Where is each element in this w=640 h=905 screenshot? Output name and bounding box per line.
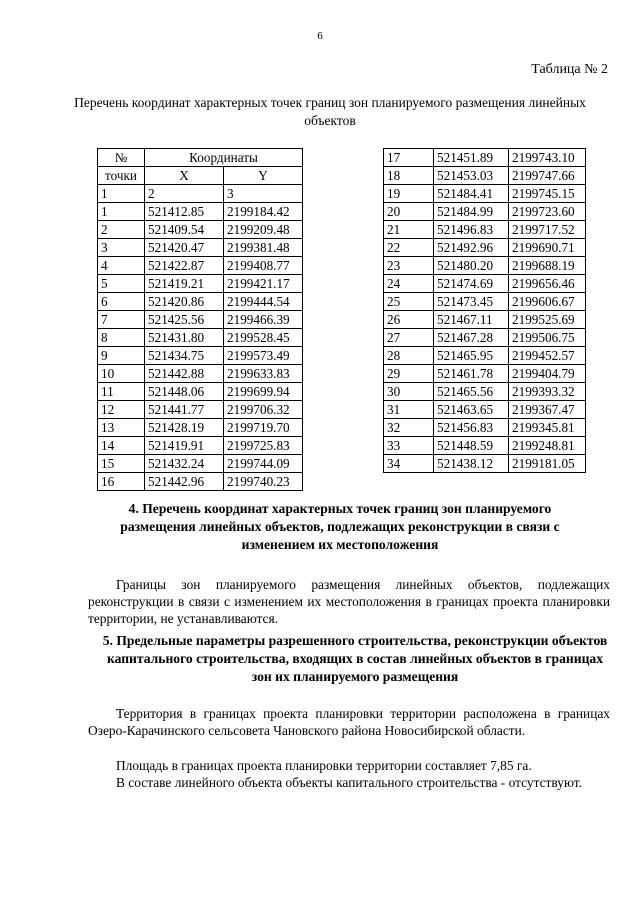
point-number-cell: 2 [98,221,145,239]
point-number-cell: 21 [384,221,434,239]
point-number-cell: 22 [384,239,434,257]
y-coordinate-cell: 2199719.70 [224,419,303,437]
x-coordinate-cell: 521442.88 [145,365,224,383]
table-header-row [98,149,303,167]
x-coordinate-cell: 521465.95 [434,347,509,365]
y-coordinate-cell: 2199184.42 [224,203,303,221]
y-coordinate-cell: 2199656.46 [509,275,586,293]
y-coordinate-cell: 2199181.05 [509,455,586,473]
y-coordinate-cell: 2199725.83 [224,437,303,455]
y-coordinate-cell: 2199444.54 [224,293,303,311]
point-number-cell: 34 [384,455,434,473]
x-coordinate-cell: 521448.06 [145,383,224,401]
point-number-cell: 13 [98,419,145,437]
y-coordinate-cell: 2199573.49 [224,347,303,365]
section-4-heading: 4. Перечень координат характерных точек границ зон планируемого размещения линейных объектов, подлежащих реконструкции в связи с изменением их местоположения [120,501,560,552]
x-coordinate-cell: 521438.12 [434,455,509,473]
x-coordinate-cell: 521448.59 [434,437,509,455]
table-row [384,347,586,365]
table-row [384,365,586,383]
point-number-cell: 9 [98,347,145,365]
y-coordinate-cell: 2199747.66 [509,167,586,185]
table-row [384,239,586,257]
y-coordinate-cell: 2199740.23 [224,473,303,491]
section-4-paragraph: Границы зон планируемого размещения линейных объектов, подлежащих реконструкции в связи с изменением их местоположения в границах проекта планировки территории, не устанавливаются. [88,577,610,626]
point-number-cell: 32 [384,419,434,437]
y-coordinate-cell: 2199717.52 [509,221,586,239]
x-coordinate-cell: 521484.99 [434,203,509,221]
table-row [384,311,586,329]
table-caption: Перечень координат характерных точек границ зон планируемого размещения линейных объектов [74,95,586,128]
table-row [384,185,586,203]
table-row [98,473,303,491]
point-number-cell: 6 [98,293,145,311]
table-row [384,203,586,221]
x-coordinate-cell: 521496.83 [434,221,509,239]
point-number-cell: 10 [98,365,145,383]
header-x: X [145,167,224,185]
table-row [98,455,303,473]
section-5-paragraph-objects: В составе линейного объекта объекты капитального строительства - отсутствуют. [116,775,582,790]
section-5-heading: 5. Предельные параметры разрешенного строительства, реконструкции объектов капитального строительства, входящих в состав линейных объектов в границах зон их планируемого размещения [102,633,608,684]
x-coordinate-cell: 521463.65 [434,401,509,419]
x-coordinate-cell: 521456.83 [434,419,509,437]
table-row [384,401,586,419]
point-number-cell: 11 [98,383,145,401]
table-row [98,275,303,293]
point-number-cell: 28 [384,347,434,365]
table-row [98,329,303,347]
y-coordinate-cell: 2199404.79 [509,365,586,383]
x-coordinate-cell: 521431.80 [145,329,224,347]
y-coordinate-cell: 2199345.81 [509,419,586,437]
x-coordinate-cell: 521473.45 [434,293,509,311]
x-coordinate-cell: 521453.03 [434,167,509,185]
y-coordinate-cell: 2199723.60 [509,203,586,221]
header-point-no: № [98,149,145,167]
section-5-paragraph-location: Территория в границах проекта планировки территории расположена в границах Озеро-Карачинского сельсовета Чановского района Новосибирской области. [88,706,610,738]
table-row [384,383,586,401]
table-row [98,311,303,329]
table-label: Таблица № 2 [531,62,608,77]
y-coordinate-cell: 2199699.94 [224,383,303,401]
table-row [98,437,303,455]
y-coordinate-cell: 2199744.09 [224,455,303,473]
y-coordinate-cell: 2199367.47 [509,401,586,419]
y-coordinate-cell: 2199248.81 [509,437,586,455]
y-coordinate-cell: 2199743.10 [509,149,586,167]
section-5-paragraph-area: Площадь в границах проекта планировки территории составляет 7,85 га. [116,758,532,773]
y-coordinate-cell: 2199606.67 [509,293,586,311]
header-point-label: точки [98,167,145,185]
table-row [384,419,586,437]
x-coordinate-cell: 521412.85 [145,203,224,221]
point-number-cell: 20 [384,203,434,221]
x-coordinate-cell: 521420.86 [145,293,224,311]
y-coordinate-cell: 2199745.15 [509,185,586,203]
point-number-cell: 27 [384,329,434,347]
table-row [98,365,303,383]
point-number-cell: 19 [384,185,434,203]
x-coordinate-cell: 521461.78 [434,365,509,383]
x-coordinate-cell: 521432.24 [145,455,224,473]
point-number-cell: 1 [98,203,145,221]
x-coordinate-cell: 521442.96 [145,473,224,491]
table-row [384,149,586,167]
point-number-cell: 23 [384,257,434,275]
coordinates-table-right [383,148,586,473]
point-number-cell: 16 [98,473,145,491]
y-coordinate-cell: 2199528.45 [224,329,303,347]
column-number-2: 2 [145,185,224,203]
x-coordinate-cell: 521492.96 [434,239,509,257]
table-row [98,401,303,419]
x-coordinate-cell: 521451.89 [434,149,509,167]
table-row [384,167,586,185]
y-coordinate-cell: 2199408.77 [224,257,303,275]
page-number: 6 [317,30,323,42]
point-number-cell: 31 [384,401,434,419]
x-coordinate-cell: 521422.87 [145,257,224,275]
x-coordinate-cell: 521474.69 [434,275,509,293]
point-number-cell: 12 [98,401,145,419]
point-number-cell: 5 [98,275,145,293]
header-y: Y [224,167,303,185]
x-coordinate-cell: 521467.11 [434,311,509,329]
x-coordinate-cell: 521428.19 [145,419,224,437]
y-coordinate-cell: 2199381.48 [224,239,303,257]
header-coordinates: Координаты [145,149,303,167]
x-coordinate-cell: 521434.75 [145,347,224,365]
table-row [98,257,303,275]
table-row [384,275,586,293]
x-coordinate-cell: 521419.21 [145,275,224,293]
y-coordinate-cell: 2199421.17 [224,275,303,293]
table-row [98,203,303,221]
x-coordinate-cell: 521419.91 [145,437,224,455]
point-number-cell: 33 [384,437,434,455]
table-row [98,239,303,257]
point-number-cell: 18 [384,167,434,185]
table-column-numbers-row [98,185,303,203]
x-coordinate-cell: 521465.56 [434,383,509,401]
point-number-cell: 24 [384,275,434,293]
coordinates-table-left [97,148,303,491]
point-number-cell: 17 [384,149,434,167]
y-coordinate-cell: 2199706.32 [224,401,303,419]
x-coordinate-cell: 521480.20 [434,257,509,275]
table-row [384,455,586,473]
point-number-cell: 7 [98,311,145,329]
point-number-cell: 26 [384,311,434,329]
table-row [384,293,586,311]
table-row [98,347,303,365]
table-row [98,419,303,437]
table-row [384,257,586,275]
table-row [384,221,586,239]
point-number-cell: 29 [384,365,434,383]
x-coordinate-cell: 521425.56 [145,311,224,329]
y-coordinate-cell: 2199688.19 [509,257,586,275]
point-number-cell: 8 [98,329,145,347]
point-number-cell: 30 [384,383,434,401]
point-number-cell: 4 [98,257,145,275]
table-row [98,293,303,311]
column-number-3: 3 [224,185,303,203]
point-number-cell: 14 [98,437,145,455]
x-coordinate-cell: 521467.28 [434,329,509,347]
point-number-cell: 15 [98,455,145,473]
y-coordinate-cell: 2199506.75 [509,329,586,347]
table-row [98,383,303,401]
y-coordinate-cell: 2199209.48 [224,221,303,239]
y-coordinate-cell: 2199690.71 [509,239,586,257]
x-coordinate-cell: 521484.41 [434,185,509,203]
table-row [98,221,303,239]
table-header-row [98,167,303,185]
point-number-cell: 3 [98,239,145,257]
y-coordinate-cell: 2199525.69 [509,311,586,329]
x-coordinate-cell: 521420.47 [145,239,224,257]
y-coordinate-cell: 2199393.32 [509,383,586,401]
y-coordinate-cell: 2199466.39 [224,311,303,329]
point-number-cell: 25 [384,293,434,311]
table-row [384,437,586,455]
column-number-1: 1 [98,185,145,203]
x-coordinate-cell: 521441.77 [145,401,224,419]
y-coordinate-cell: 2199633.83 [224,365,303,383]
y-coordinate-cell: 2199452.57 [509,347,586,365]
table-row [384,329,586,347]
x-coordinate-cell: 521409.54 [145,221,224,239]
